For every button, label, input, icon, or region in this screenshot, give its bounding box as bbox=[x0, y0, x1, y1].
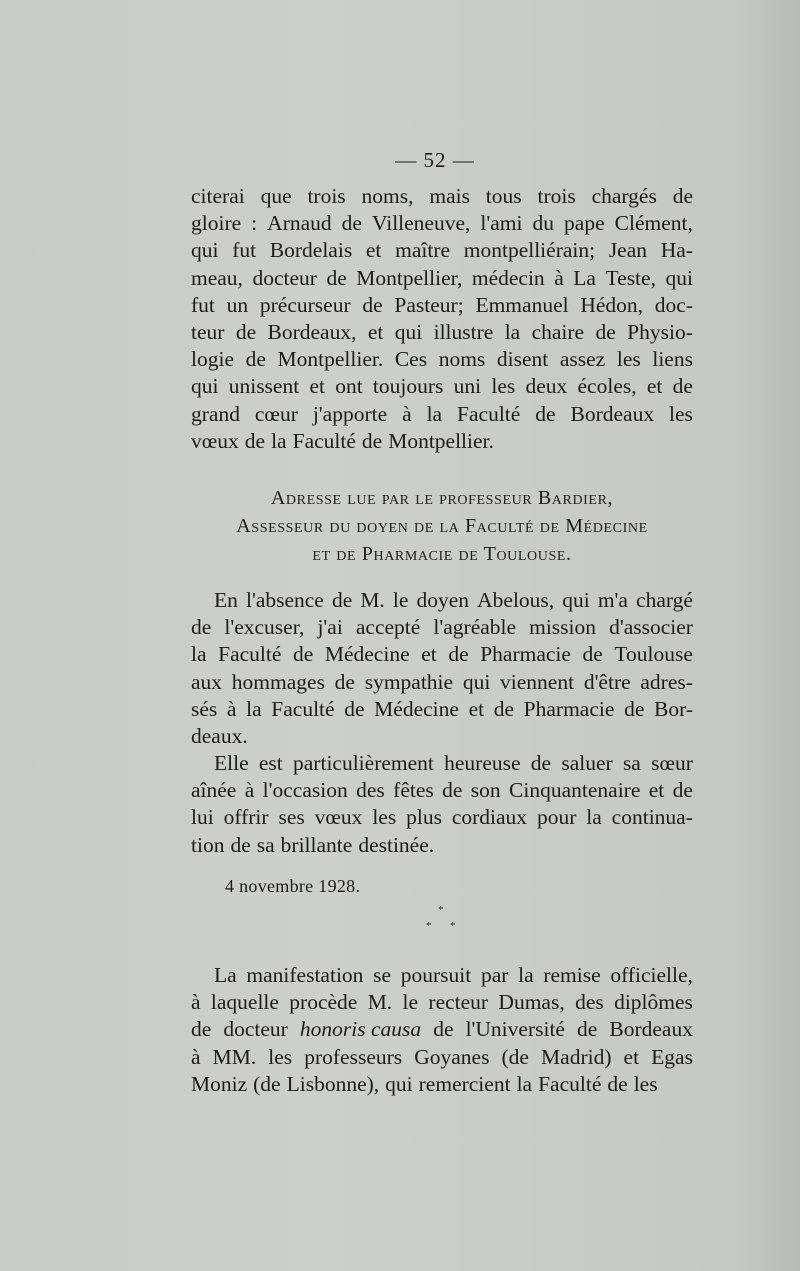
word: de bbox=[624, 696, 645, 721]
section-heading-line-1: Adresse lue par le professeur Bardier, bbox=[270, 487, 614, 509]
word: Pasteur; bbox=[394, 292, 464, 317]
word: la bbox=[516, 1071, 533, 1096]
asterism-star-left: * bbox=[426, 920, 432, 932]
word: sympathie bbox=[364, 669, 454, 694]
word: Bordeaux, bbox=[267, 319, 357, 344]
word: aînée bbox=[191, 778, 237, 803]
word: officielle, bbox=[610, 963, 693, 987]
word: Faculté bbox=[457, 401, 521, 426]
text-line bbox=[191, 1016, 693, 1043]
word: sés bbox=[191, 696, 218, 721]
word: qui bbox=[394, 319, 423, 344]
word: la bbox=[246, 696, 262, 721]
word: qui bbox=[665, 265, 693, 290]
word: l'Université bbox=[465, 1017, 565, 1042]
word: à bbox=[191, 1044, 201, 1069]
word: de bbox=[448, 642, 469, 667]
word: de bbox=[442, 778, 463, 803]
word: sa bbox=[256, 832, 275, 857]
asterism-separator bbox=[420, 904, 464, 938]
paragraph-address-toulouse bbox=[191, 587, 693, 750]
word: tion bbox=[191, 832, 225, 857]
word: poursuit bbox=[400, 963, 472, 987]
word: trois bbox=[537, 184, 576, 208]
word: et bbox=[365, 238, 382, 263]
section-heading-line-3: et de Pharmacie de Toulouse. bbox=[312, 543, 572, 565]
asterism-star-top: * bbox=[438, 904, 444, 916]
word: médecin bbox=[471, 265, 545, 290]
word: de bbox=[672, 184, 693, 208]
word: des bbox=[356, 778, 385, 803]
word: lui bbox=[191, 805, 214, 830]
word: noms bbox=[438, 347, 486, 372]
paragraph-honoris-causa bbox=[191, 962, 693, 1098]
word: de bbox=[344, 696, 365, 721]
word: d'associer bbox=[609, 615, 693, 640]
word: Abelous, bbox=[477, 588, 555, 612]
word: procède bbox=[289, 990, 358, 1015]
word: les bbox=[669, 401, 693, 426]
word: Moniz bbox=[191, 1071, 248, 1096]
word: pape bbox=[564, 211, 605, 236]
word: de bbox=[433, 1017, 454, 1042]
word: l'occasion bbox=[262, 778, 348, 803]
word: à bbox=[244, 778, 255, 803]
word: les bbox=[633, 1071, 658, 1096]
word: la bbox=[586, 805, 602, 830]
word: doyen bbox=[416, 588, 470, 612]
word: à bbox=[402, 401, 412, 426]
text-line bbox=[191, 373, 693, 400]
word: la bbox=[518, 963, 534, 987]
word: professeurs bbox=[304, 1044, 403, 1069]
word: de bbox=[292, 642, 314, 667]
word: Montpellier. bbox=[277, 347, 384, 372]
word: MM. bbox=[212, 1044, 257, 1069]
page-number: — 52 — bbox=[395, 148, 475, 172]
word: et bbox=[646, 374, 663, 399]
word: qui bbox=[462, 669, 491, 694]
text-line bbox=[191, 401, 693, 428]
word: et bbox=[623, 1044, 640, 1069]
word: de bbox=[361, 428, 383, 453]
word: plus bbox=[406, 805, 442, 830]
word: La bbox=[573, 265, 596, 290]
word: logie bbox=[191, 347, 234, 372]
word: j'ai bbox=[317, 615, 343, 640]
word: de bbox=[607, 1071, 628, 1096]
word: vœux bbox=[191, 428, 239, 453]
word: de bbox=[230, 832, 251, 857]
word: tous bbox=[485, 184, 522, 208]
word: Ha- bbox=[660, 238, 693, 263]
word: à bbox=[191, 990, 201, 1015]
word: aux bbox=[191, 669, 223, 694]
word: et bbox=[367, 319, 384, 344]
word: l'ami bbox=[480, 211, 523, 236]
word: : bbox=[251, 211, 258, 236]
paragraph-closing-montpellier bbox=[191, 183, 693, 455]
word: à bbox=[226, 696, 237, 721]
word: j'apporte bbox=[312, 401, 388, 426]
word: ses bbox=[278, 805, 305, 830]
word: l'agréable bbox=[433, 615, 517, 640]
word: l'excuser, bbox=[224, 615, 305, 640]
word: Ces bbox=[394, 347, 428, 372]
word: qui bbox=[191, 374, 219, 399]
word: mais bbox=[429, 184, 470, 208]
word: l'absence bbox=[245, 588, 324, 612]
text-line bbox=[191, 804, 693, 831]
word: de bbox=[331, 588, 353, 612]
section-heading-line-2: Assesseur du doyen de la Faculté de Médecine bbox=[236, 515, 648, 537]
word: cordiaux bbox=[451, 805, 528, 830]
word: les bbox=[268, 1044, 293, 1069]
word: disent bbox=[496, 347, 549, 372]
word: et bbox=[309, 374, 325, 399]
word: Lisbonne), bbox=[286, 1071, 380, 1096]
word: heureuse bbox=[444, 751, 521, 775]
word: particulièrement bbox=[293, 751, 434, 775]
word: toujours bbox=[372, 374, 444, 399]
word: m'a bbox=[597, 588, 628, 612]
word: et bbox=[468, 696, 485, 721]
word: Faculté bbox=[218, 642, 282, 667]
word: de bbox=[672, 778, 693, 803]
word: grand bbox=[191, 401, 240, 426]
word: manifestation bbox=[246, 963, 364, 987]
word: vœux bbox=[314, 805, 363, 830]
text-line bbox=[191, 989, 693, 1016]
word: assez bbox=[559, 347, 606, 372]
text-line bbox=[191, 587, 693, 614]
word: cœur bbox=[254, 401, 298, 426]
word: diplômes bbox=[614, 990, 693, 1015]
word: Faculté bbox=[271, 696, 335, 721]
address-date: 4 novembre 1928. bbox=[225, 876, 361, 896]
word: Elle bbox=[214, 751, 249, 775]
word: chargés bbox=[591, 184, 657, 208]
word: Madrid) bbox=[541, 1044, 612, 1069]
word: Cinquantenaire bbox=[509, 778, 641, 803]
word: hommages bbox=[231, 669, 325, 694]
word: fut bbox=[191, 292, 215, 317]
text-line bbox=[191, 1044, 693, 1071]
word: Jean bbox=[608, 238, 648, 263]
text-line bbox=[191, 237, 693, 264]
word: des bbox=[575, 990, 604, 1015]
word: accepté bbox=[355, 615, 421, 640]
word: Physio- bbox=[627, 319, 693, 344]
word: est bbox=[258, 751, 283, 775]
word: remercient bbox=[418, 1071, 511, 1096]
text-line bbox=[191, 696, 693, 723]
word: fêtes bbox=[393, 778, 434, 803]
word: de bbox=[530, 751, 552, 775]
word: Teste, bbox=[605, 265, 656, 290]
word: et bbox=[648, 778, 665, 803]
text-line bbox=[191, 641, 693, 668]
word: chargé bbox=[636, 588, 693, 612]
text-line bbox=[191, 265, 693, 292]
word: illustre bbox=[433, 319, 494, 344]
word: le bbox=[402, 990, 419, 1015]
word: le bbox=[392, 588, 409, 612]
text-line bbox=[191, 750, 693, 777]
word: ont bbox=[335, 374, 363, 399]
word: fut bbox=[232, 238, 257, 263]
text-line bbox=[191, 319, 693, 346]
word: son bbox=[470, 778, 501, 803]
word: par bbox=[480, 963, 509, 987]
word: de bbox=[493, 696, 515, 721]
word: continua- bbox=[611, 805, 693, 830]
word: précurseur bbox=[259, 292, 351, 317]
word: de bbox=[191, 1017, 212, 1042]
word: M. bbox=[367, 990, 393, 1015]
word: Dumas, bbox=[498, 990, 565, 1015]
word: de bbox=[595, 319, 616, 344]
word: trois bbox=[307, 184, 346, 208]
word: de bbox=[334, 669, 355, 694]
word: Médecine bbox=[374, 696, 459, 721]
word: Montpellier. bbox=[388, 428, 494, 453]
asterism-star-right: * bbox=[450, 920, 456, 932]
word: sœur bbox=[651, 751, 693, 775]
word: la bbox=[191, 642, 207, 667]
word: de bbox=[672, 374, 693, 399]
word: Montpellier, bbox=[356, 265, 463, 290]
word: uni bbox=[453, 374, 482, 399]
word: Pharmacie bbox=[523, 696, 615, 721]
word: la bbox=[426, 401, 443, 426]
word: noms, bbox=[361, 184, 414, 208]
word: d'être bbox=[583, 669, 631, 694]
word: de bbox=[326, 265, 347, 290]
word: Emmanuel bbox=[475, 292, 569, 317]
word: (de bbox=[501, 1044, 529, 1069]
word: Faculté bbox=[538, 1071, 602, 1096]
word: Bordeaux bbox=[570, 401, 655, 426]
word: la bbox=[504, 319, 521, 344]
text-line bbox=[191, 832, 693, 859]
word: Goyanes bbox=[414, 1044, 490, 1069]
word: remise bbox=[543, 963, 601, 987]
text-line bbox=[191, 183, 693, 210]
word: la bbox=[271, 428, 287, 453]
text-line bbox=[191, 428, 693, 455]
word: écoles, bbox=[577, 374, 637, 399]
word: de bbox=[582, 642, 603, 667]
word: Villeneuve, bbox=[371, 211, 471, 236]
word: de bbox=[245, 347, 266, 372]
word: un bbox=[226, 292, 249, 317]
word: chaire bbox=[531, 319, 585, 344]
word: se bbox=[373, 963, 392, 987]
word: que bbox=[260, 184, 292, 208]
word: docteur bbox=[252, 265, 317, 290]
word: La bbox=[214, 963, 237, 987]
word: mission bbox=[529, 615, 597, 640]
word: deux bbox=[525, 374, 568, 399]
word: les bbox=[372, 805, 397, 830]
word: de bbox=[535, 401, 556, 426]
word: offrir bbox=[223, 805, 269, 830]
word: docteur bbox=[223, 1017, 288, 1042]
word: de bbox=[577, 1017, 598, 1042]
text-line bbox=[191, 669, 693, 696]
word: Faculté bbox=[292, 428, 356, 453]
word: qui bbox=[562, 588, 590, 612]
word: Hédon, bbox=[580, 292, 644, 317]
text-line bbox=[191, 962, 693, 989]
word: de bbox=[244, 428, 266, 453]
word: adres- bbox=[640, 669, 693, 694]
word: Bordelais bbox=[269, 238, 353, 263]
word: laquelle bbox=[210, 990, 279, 1015]
word: Egas bbox=[651, 1044, 693, 1069]
text-line bbox=[191, 210, 693, 237]
word: destinée. bbox=[358, 832, 435, 857]
word: doc- bbox=[654, 292, 693, 317]
word: citerai bbox=[191, 184, 245, 208]
word: gloire bbox=[191, 211, 242, 236]
text-line bbox=[191, 777, 693, 804]
word: à bbox=[554, 265, 564, 290]
word: teur bbox=[191, 319, 225, 344]
text-line bbox=[191, 614, 693, 641]
text-line bbox=[191, 292, 693, 319]
word: saluer bbox=[561, 751, 613, 775]
text-line bbox=[191, 1071, 693, 1098]
word: qui bbox=[385, 1071, 413, 1096]
word: montpelliérain; bbox=[463, 238, 596, 263]
word: liens bbox=[652, 347, 693, 372]
word: M. bbox=[360, 588, 385, 612]
word: deaux. bbox=[191, 723, 248, 748]
word: sa bbox=[622, 751, 641, 775]
word: viennent bbox=[500, 669, 575, 694]
word: unissent bbox=[228, 374, 300, 399]
word: meau, bbox=[191, 265, 243, 290]
word: (de bbox=[253, 1071, 281, 1096]
text-line bbox=[191, 346, 693, 373]
word: En bbox=[214, 588, 238, 612]
word: Toulouse bbox=[614, 642, 693, 667]
word: maître bbox=[395, 238, 451, 263]
word: recteur bbox=[428, 990, 489, 1015]
word: du bbox=[532, 211, 555, 236]
word: Médecine bbox=[324, 642, 410, 667]
word: Bor- bbox=[654, 696, 693, 721]
word: honoris causa bbox=[299, 1017, 422, 1042]
word: de bbox=[341, 211, 362, 236]
paragraph-sister-faculty bbox=[191, 750, 693, 859]
word: Pharmacie bbox=[480, 642, 571, 667]
text-line bbox=[191, 723, 693, 750]
word: Clément, bbox=[614, 211, 693, 236]
word: pour bbox=[536, 805, 577, 830]
word: les bbox=[491, 374, 516, 399]
word: Bordeaux bbox=[609, 1017, 693, 1042]
word: brillante bbox=[280, 832, 353, 857]
word: et bbox=[421, 642, 437, 667]
word: les bbox=[616, 347, 641, 372]
word: de bbox=[235, 319, 257, 344]
word: Arnaud bbox=[267, 211, 332, 236]
word: de bbox=[191, 615, 212, 640]
word: qui bbox=[191, 238, 219, 263]
word: de bbox=[362, 292, 383, 317]
